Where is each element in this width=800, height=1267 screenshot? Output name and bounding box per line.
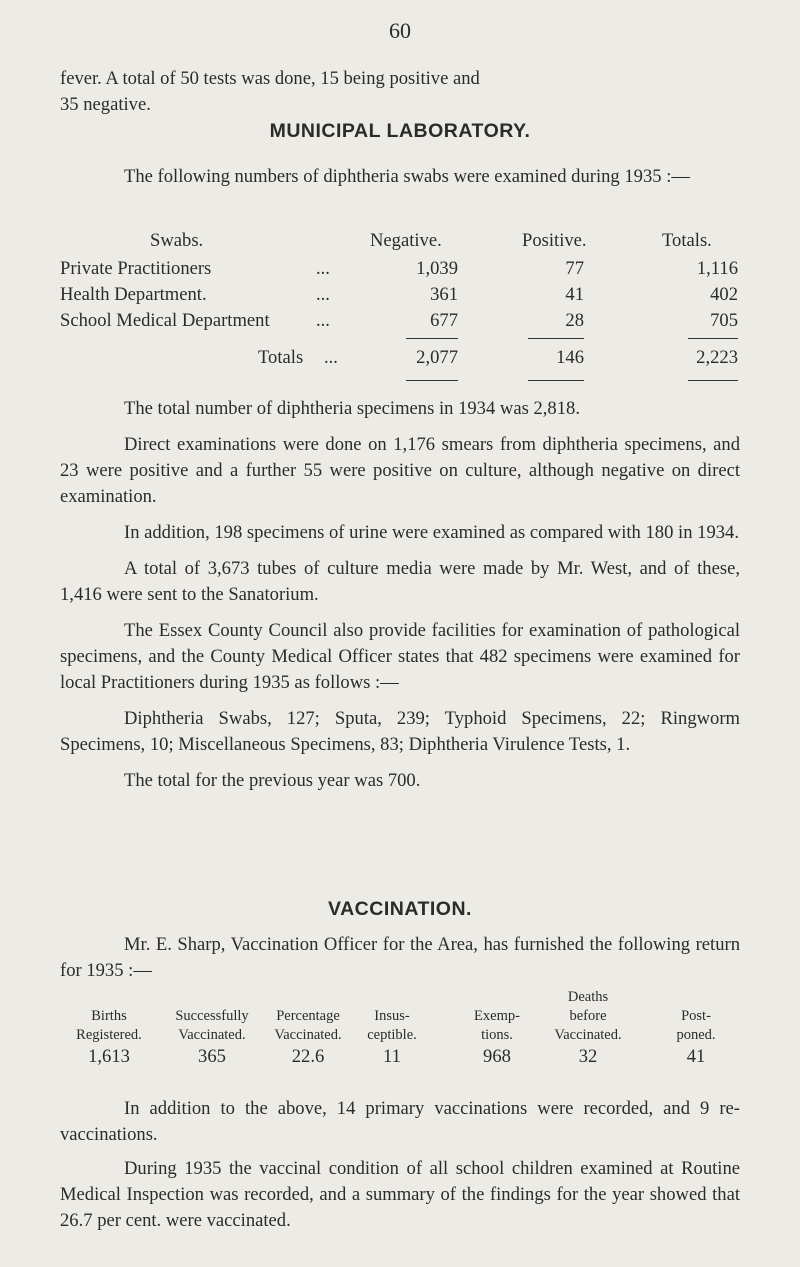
lab-paragraph-2: Direct examinations were done on 1,176 smears from diphtheria specimens, and 23 were positive and a further 55 were positive on culture, although negative on direct examination.: [60, 434, 740, 507]
row-3-negative: 677: [430, 310, 458, 331]
totals-totals: 2,223: [696, 347, 738, 368]
vac-value-insusceptible: 11: [383, 1046, 401, 1067]
vac-col-percentage-vaccinated: Percentage Vaccinated. 22.6: [258, 988, 358, 1066]
vac-value-deaths-before-vaccinated: 32: [578, 1046, 598, 1067]
subtotal-rule-negative: [406, 338, 458, 339]
totals-positive: 146: [556, 347, 584, 368]
vaccination-body: [60, 1096, 740, 1234]
header-negative: Negative.: [370, 230, 442, 251]
vaccination-paragraph-3: During 1935 the vaccinal condition of all school children examined at Routine Medical Inspection was recorded, and a summary of the findings for the year showed that 26.7 per cent. were vaccinated.: [60, 1158, 740, 1231]
vac-value-postponed: 41: [686, 1046, 706, 1067]
row-3-totals: 705: [710, 310, 738, 331]
lab-paragraph-4: A total of 3,673 tubes of culture media were made by Mr. West, and of these, 1,416 were sent to the Sanatorium.: [60, 558, 740, 605]
row-2-label: Health Department.: [60, 284, 207, 305]
vac-value-successfully-vaccinated: 365: [198, 1046, 226, 1067]
row-1-dots: ...: [316, 258, 330, 279]
lab-paragraph-5: The Essex County Council also provide facilities for examination of pathological specimens, and the County Medical Officer states that 482 specimens were examined for local Practitioners during 1935 as follows :—: [60, 620, 740, 693]
vac-value-births: 1,613: [88, 1046, 130, 1067]
vac-col-births: Births Registered. 1,613: [56, 988, 162, 1066]
subtotal-rule-positive: [528, 338, 584, 339]
row-2-negative: 361: [430, 284, 458, 305]
vaccination-paragraph-2: In addition to the above, 14 primary vaccinations were recorded, and 9 re-vaccinations.: [60, 1098, 740, 1145]
vac-col-successfully-vaccinated: Successfully Vaccinated. 365: [160, 988, 264, 1066]
header-swabs: Swabs.: [150, 230, 204, 251]
intro-line-2: 35 negative.: [60, 94, 151, 115]
row-1-negative: 1,039: [416, 258, 458, 279]
total-rule-positive: [528, 380, 584, 381]
vaccination-heading: VACCINATION.: [328, 898, 472, 920]
total-rule-totals: [688, 380, 738, 381]
lab-paragraph-3: In addition, 198 specimens of urine were examined as compared with 180 in 1934.: [124, 522, 739, 543]
row-3-label: School Medical Department: [60, 310, 270, 331]
row-3-positive: 28: [565, 310, 584, 331]
lab-paragraph-6: Diphtheria Swabs, 127; Sputa, 239; Typhoid Specimens, 22; Ringworm Specimens, 10; Miscellaneous Specimens, 83; Diphtheria Virulence Tests, 1.: [60, 708, 740, 755]
subtotal-rule-totals: [688, 338, 738, 339]
row-3-dots: ...: [316, 310, 330, 331]
row-2-dots: ...: [316, 284, 330, 305]
row-1-totals: 1,116: [696, 258, 738, 279]
vac-col-insusceptible: Insus- ceptible. 11: [352, 988, 432, 1066]
intro-line-1: fever. A total of 50 tests was done, 15 being positive and: [60, 68, 480, 89]
header-positive: Positive.: [522, 230, 587, 251]
lab-intro-paragraph: The following numbers of diphtheria swabs were examined during 1935 :—: [124, 166, 690, 187]
intro-text: [60, 66, 740, 118]
row-1-positive: 77: [565, 258, 584, 279]
totals-dots: ...: [324, 347, 338, 368]
lab-heading: MUNICIPAL LABORATORY.: [269, 120, 531, 142]
header-totals: Totals.: [662, 230, 712, 251]
total-rule-negative: [406, 380, 458, 381]
vac-col-postponed: Post- poned. 41: [652, 988, 740, 1066]
lab-paragraph-7: The total for the previous year was 700.: [124, 770, 421, 791]
vac-col-deaths-before-vaccinated: Deaths before Vaccinated. 32: [536, 988, 640, 1066]
row-1-label: Private Practitioners: [60, 258, 212, 279]
row-2-positive: 41: [565, 284, 584, 305]
row-2-totals: 402: [710, 284, 738, 305]
vac-value-percentage-vaccinated: 22.6: [291, 1046, 325, 1067]
totals-negative: 2,077: [416, 347, 458, 368]
vaccination-intro: Mr. E. Sharp, Vaccination Officer for the Area, has furnished the following return for 1935 :—: [60, 934, 740, 981]
lab-paragraph-1: The total number of diphtheria specimens in 1934 was 2,818.: [124, 398, 580, 419]
lab-body: [60, 396, 740, 794]
totals-label: Totals: [258, 347, 304, 368]
vac-col-exemptions: Exemp- tions. 968: [456, 988, 538, 1066]
vac-value-exemptions: 968: [483, 1046, 511, 1067]
page-number: 60: [389, 18, 411, 43]
